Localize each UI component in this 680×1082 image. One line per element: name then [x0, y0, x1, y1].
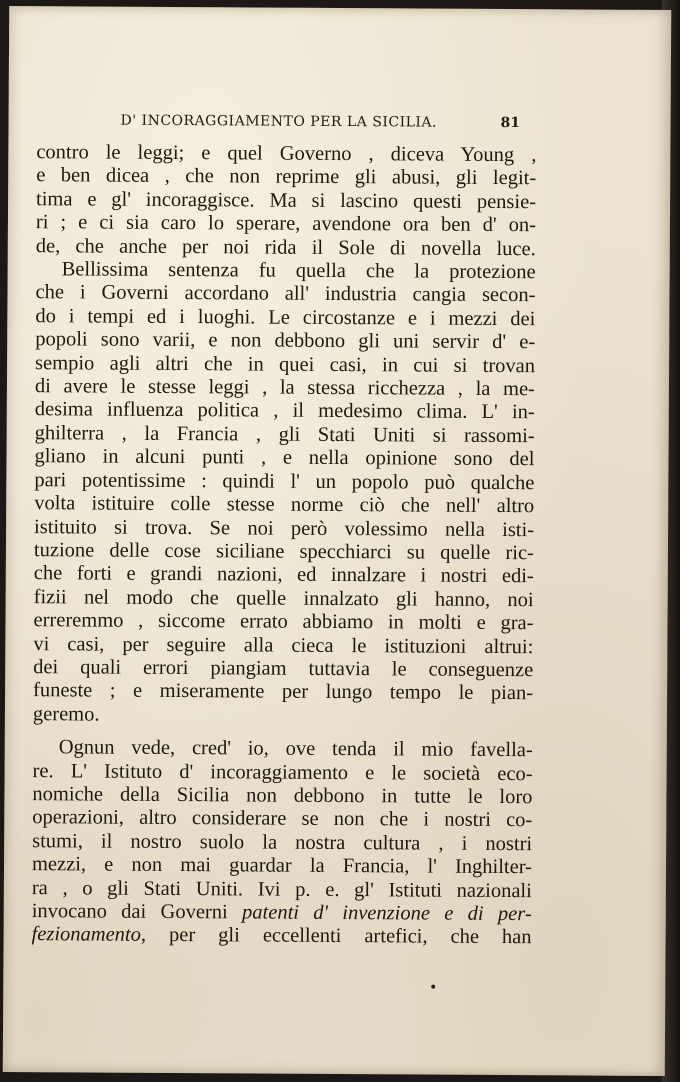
- text-line: re. L' Istituto d' incoraggiamento e le società eco-: [32, 759, 533, 785]
- text-line: dei quali errori piangiam tuttavia le conseguenze: [33, 656, 534, 682]
- text-line: ghilterra , la Francia , gli Stati Uniti si rassomi-: [34, 422, 535, 448]
- text-line: sempio agli altri che in quei casi, in cui si trovan: [35, 351, 536, 377]
- text-line: popoli sono varii, e non debbono gli uni servir d' e-: [35, 328, 536, 354]
- text-line: desima influenza politica , il medesimo clima. L' in-: [34, 398, 535, 424]
- ink-speck: [431, 985, 435, 989]
- text-line: stumi, il nostro suolo la nostra cultura , i nostri: [32, 829, 533, 855]
- paragraph-3: [32, 736, 533, 950]
- text-line: geremo.: [32, 702, 100, 726]
- text-roman: invocano dai Governi: [31, 900, 243, 924]
- book-page: [3, 6, 671, 1076]
- text-line: do i tempi ed i luoghi. Le circostanze e i mezzi dei: [35, 304, 536, 331]
- text-line: contro le leggi; e quel Governo , diceva Young ,: [36, 141, 537, 167]
- text-line: Bellissima sentenza fu quella che la protezione: [61, 258, 536, 284]
- text-roman: , per gli eccellenti artefici, che han: [140, 924, 532, 949]
- text-line: istituito si trova. Se noi però volessimo nella isti-: [34, 515, 535, 541]
- text-line: che i Governi accordano all' industria cangia secon-: [35, 281, 536, 307]
- page-number: 81: [500, 114, 521, 132]
- body-text: [32, 141, 537, 950]
- text-line: e ben dicea , che non reprime gli abusi, gli legit-: [36, 164, 537, 190]
- text-line: ri ; e ci sia caro lo sperare, avendone ora ben d' on-: [35, 211, 536, 237]
- text-line-mixed: [32, 924, 532, 950]
- text-line: volta istituire colle stesse norme ciò che nell' altro: [34, 492, 535, 518]
- text-line: tuzione delle cose siciliane specchiarci su quelle ric-: [33, 539, 534, 565]
- text-italic: fezionamento: [31, 923, 141, 947]
- paragraph-1: [36, 141, 537, 261]
- text-line: mezzi, e non mai guardar la Francia, l' Inghilter-: [31, 853, 533, 879]
- text-italic: patenti d' invenzione e di per-: [242, 901, 532, 926]
- text-line: di avere le stesse leggi , la stessa ricchezza , la me-: [34, 375, 535, 401]
- text-line: tima e gl' incoraggisce. Ma si lascino questi pensie-: [36, 187, 537, 214]
- text-line: ra , o gli Stati Uniti. Ivi p. e. gl' Istituti nazionali: [31, 876, 532, 902]
- text-line: nomiche della Sicilia non debbono in tutte le loro: [32, 783, 533, 809]
- text-line: gliano in alcuni punti , e nella opinione sono del: [34, 445, 535, 471]
- text-line: erreremmo , siccome errato abbiamo in molti e gra-: [33, 609, 534, 635]
- text-line: de, che anche per noi rida il Sole di novella luce.: [35, 234, 536, 260]
- text-line: funeste ; e miseramente per lungo tempo le pian-: [33, 679, 534, 705]
- text-line: operazioni, altro considerare se non che i nostri co-: [32, 806, 533, 832]
- text-line: fizii nel modo che quelle innalzato gli hanno, noi: [33, 585, 534, 611]
- text-line: Ognun vede, cred' io, ove tenda il mio favella-: [58, 736, 533, 762]
- text-line: che forti e grandi nazioni, ed innalzare i nostri edi-: [33, 562, 534, 588]
- paragraph-2: [33, 258, 536, 729]
- text-line: pari potentissime : quindi l' un popolo può qualche: [34, 468, 535, 494]
- running-head: D' INCORAGGIAMENTO PER LA SICILIA.: [120, 112, 438, 131]
- text-line-mixed: [32, 900, 532, 926]
- text-line: vi casi, per seguire alla cieca le istituzioni altrui:: [33, 632, 534, 658]
